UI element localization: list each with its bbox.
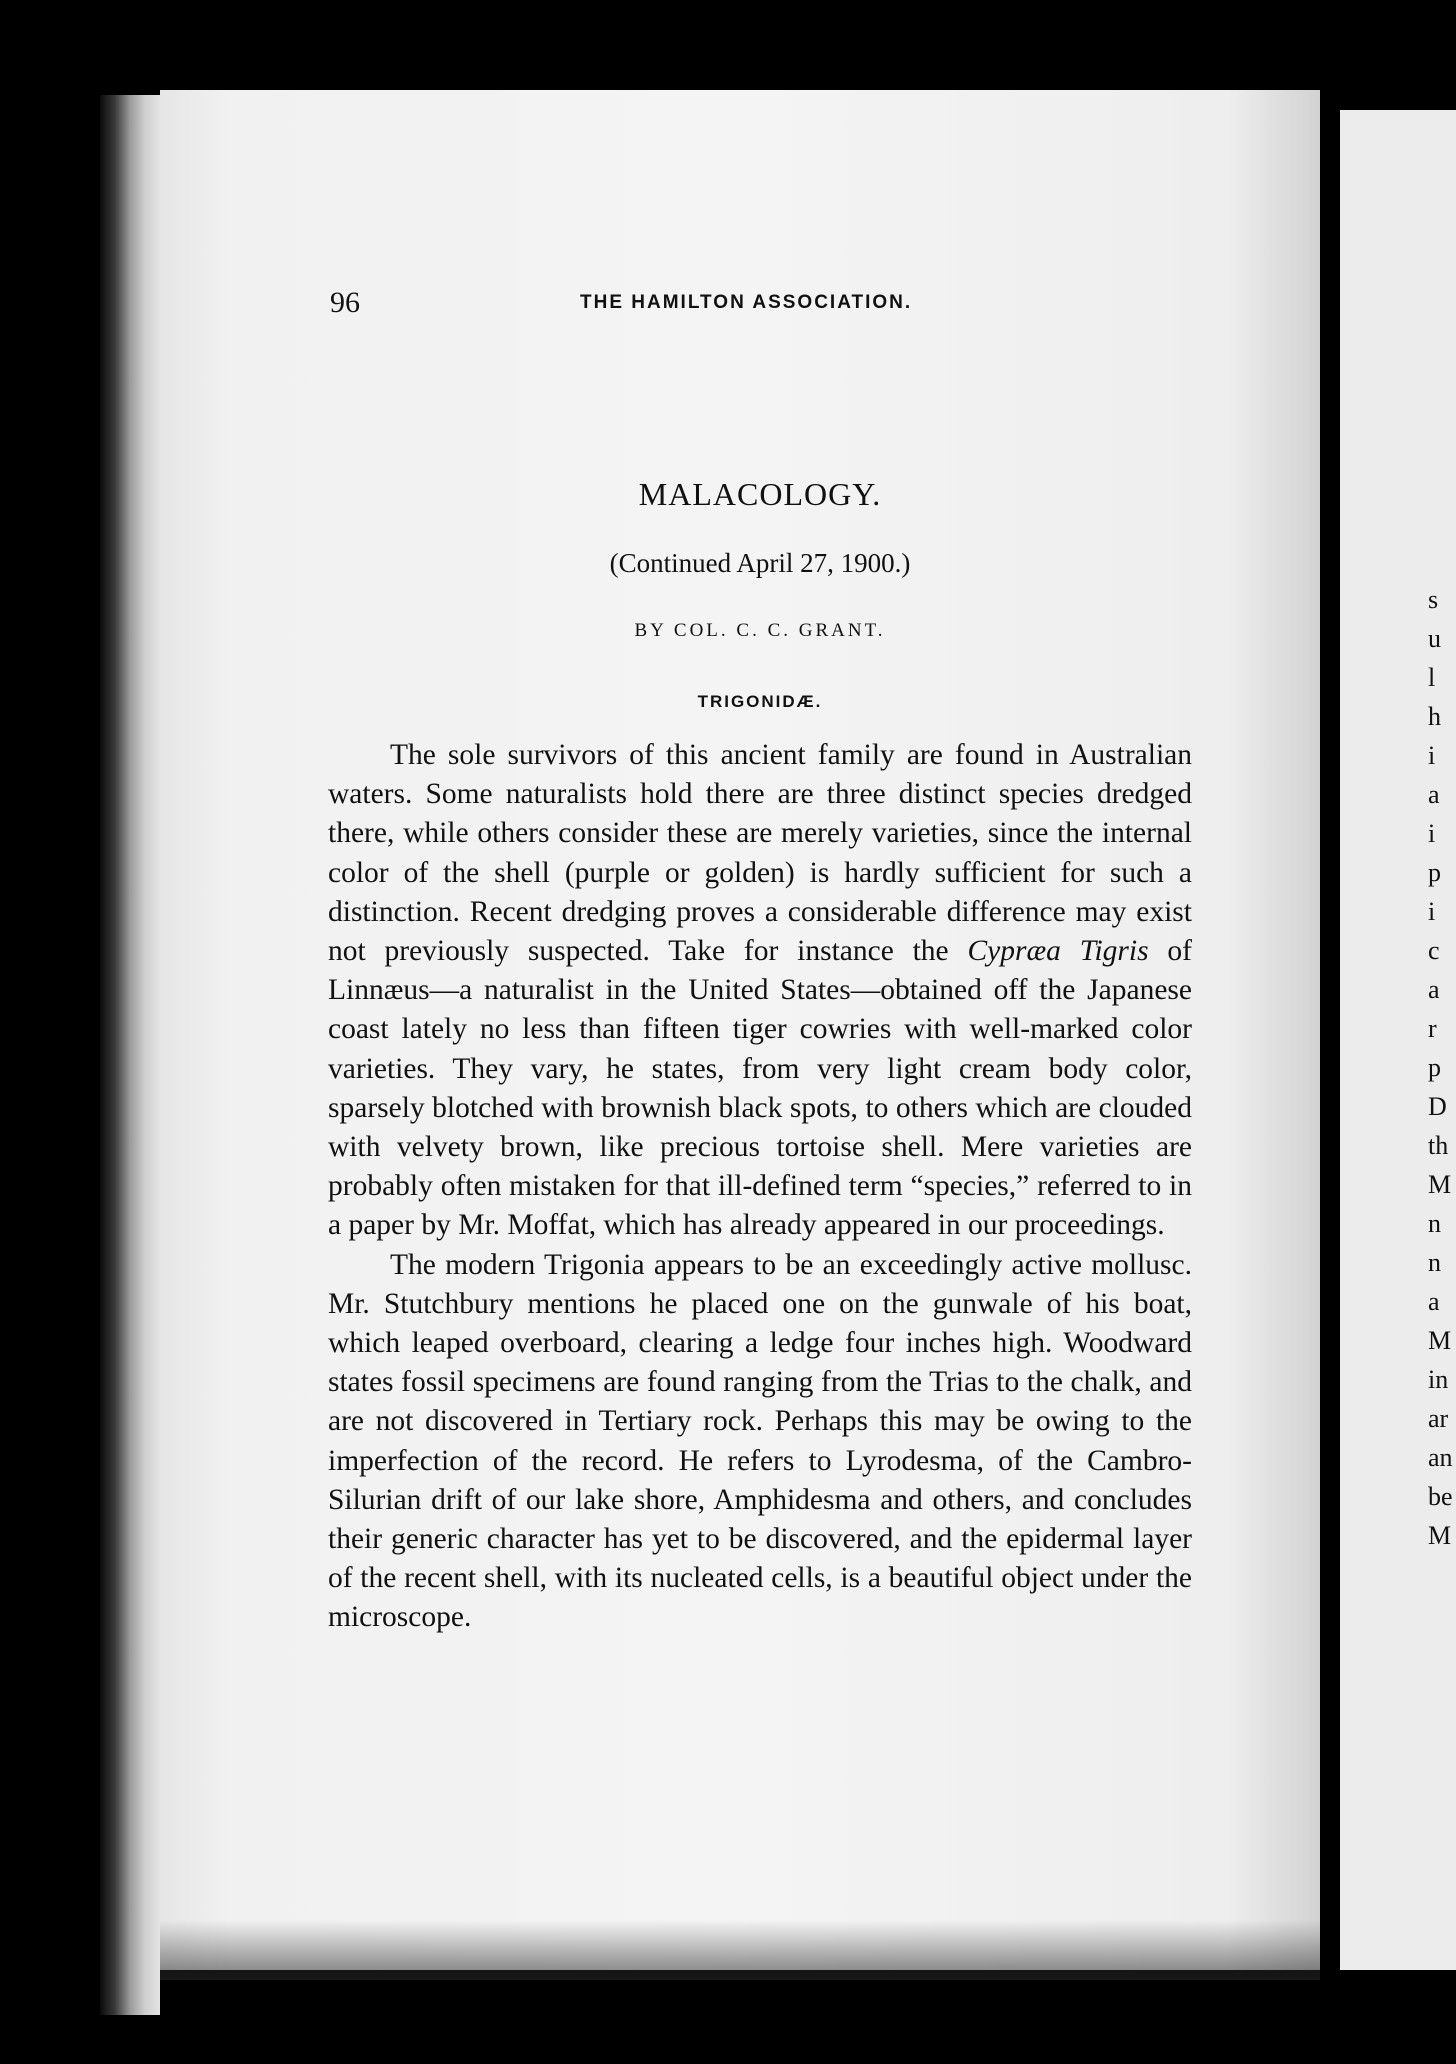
facing-page-fragment: D [1428,1092,1447,1121]
article-byline: BY COL. C. C. GRANT. [634,620,886,641]
section-heading: TRIGONIDÆ. [697,692,823,711]
facing-page-fragment: i [1428,741,1436,770]
facing-page-fragment: s [1428,585,1439,614]
facing-page-fragment: c [1428,936,1440,965]
facing-page-fragment: in [1428,1365,1449,1394]
article-body [328,736,1192,1638]
book-binding-edge [100,95,160,2015]
running-head [330,286,1020,322]
page-number: 96 [330,286,360,319]
facing-page-fragment: ar [1428,1404,1449,1433]
page-bottom-shadow [160,1920,1320,1980]
facing-page-fragment: i [1428,819,1436,848]
journal-title: THE HAMILTON ASSOCIATION. [580,292,913,313]
facing-page-fragment: be [1428,1482,1453,1511]
facing-page-fragment: p [1428,858,1441,887]
facing-page-fragment: l [1428,663,1436,692]
facing-page-fragment: a [1428,975,1440,1004]
facing-page-fragment: an [1428,1443,1453,1472]
facing-page-fragment: M [1428,1521,1452,1550]
article-title: MALACOLOGY. [638,476,882,512]
facing-page-text-fragments [1428,580,1456,1555]
facing-page-fragment: a [1428,1287,1440,1316]
facing-page-fragment: M [1428,1326,1452,1355]
facing-page-fragment: a [1428,780,1440,809]
paragraph: The sole survivors of this ancient family are found in Australian waters. Some naturalists hold there are three distinct species dredged there, while others consider these are merely varieties, since the internal color of the shell (purple or golden) is hardly sufficient for such a distinction. Recent dredging proves a considerable difference may exist not previously suspected. Take for instance the Cypræa Tigris of Linnæus—a naturalist in the United States—obtained off the Japanese coast lately no less than fifteen tiger cowries with well-marked color varieties. They vary, he states, from very light cream body color, sparsely blotched with brownish black spots, to others which are clouded with velvety brown, like precious tortoise shell. Mere varieties are probably often mistaken for that ill-defined term “species,” referred to in a paper by Mr. Moffat, which has already appeared in our proceedings. [328,739,1192,1242]
article-subtitle: (Continued April 27, 1900.) [609,548,911,578]
facing-page-fragment: n [1428,1248,1441,1277]
facing-page-fragment: p [1428,1053,1441,1082]
facing-page-fragment: r [1428,1014,1437,1043]
facing-page-fragment: u [1428,624,1441,653]
facing-page-fragment: h [1428,702,1441,731]
facing-page-fragment: n [1428,1209,1441,1238]
facing-page-fragment: i [1428,897,1436,926]
facing-page-fragment: M [1428,1170,1452,1199]
species-name: Cypræa Tigris [967,935,1149,968]
paragraph: The modern Trigonia appears to be an exceedingly active mollusc. Mr. Stutchbury mentions he placed one on the gunwale of his boat, which leaped overboard, clearing a ledge four inches high. Woodward states fossil specimens are found ranging from the Trias to the chalk, and are not discovered in Tertiary rock. Perhaps this may be owing to the imperfection of the record. He refers to Lyrodesma, of the Cambro-Silurian drift of our lake shore, Amphidesma and others, and concludes their generic character has yet to be discovered, and the epidermal layer of the recent shell, with its nucleated cells, is a beautiful object under the microscope. [328,1248,1192,1634]
facing-page-fragment: th [1428,1131,1449,1160]
